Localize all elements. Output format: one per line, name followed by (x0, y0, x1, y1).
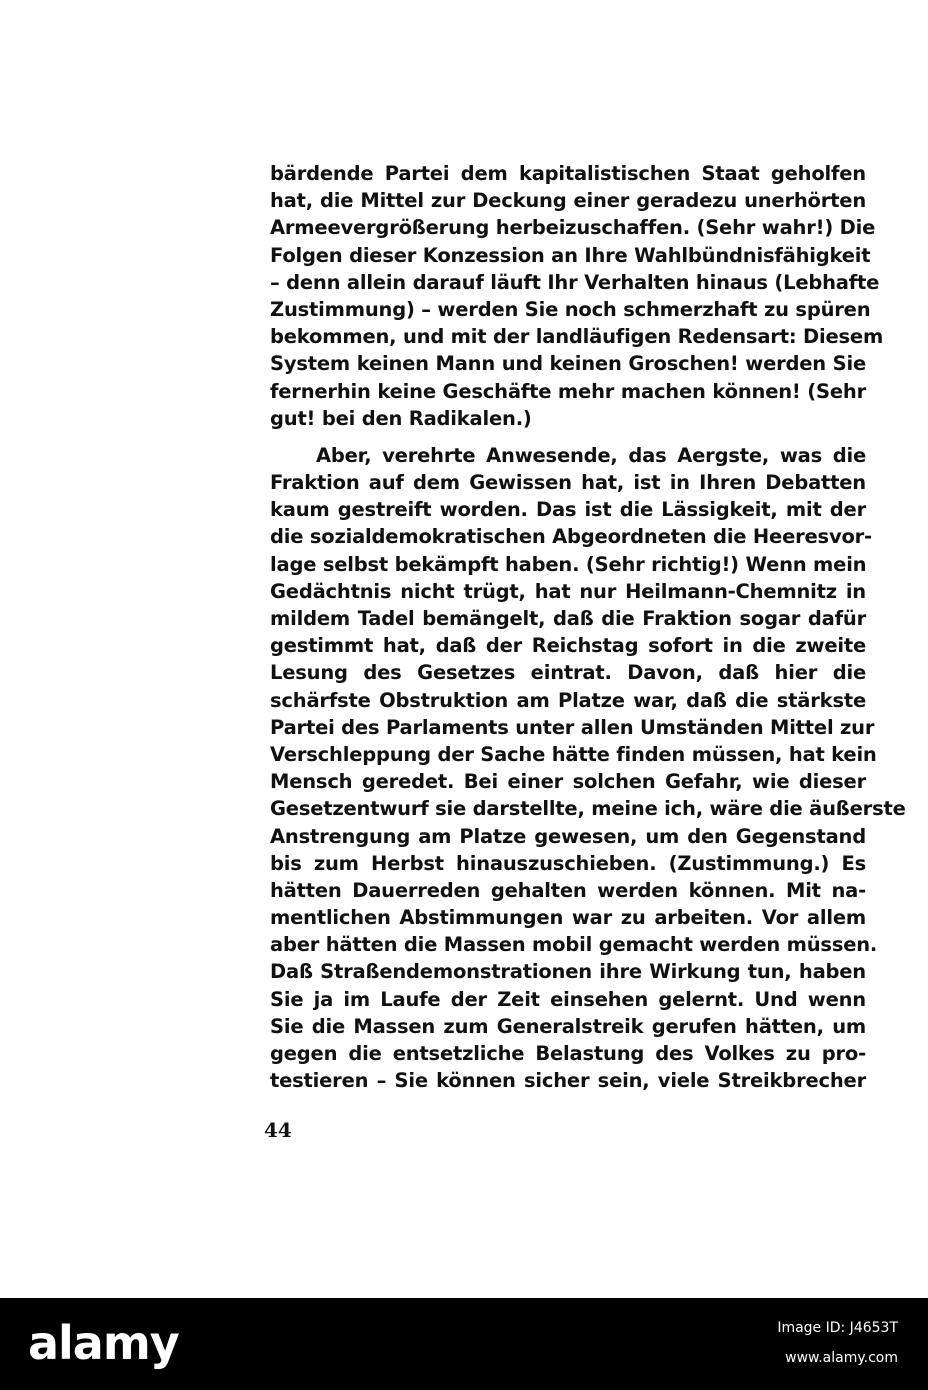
text-line: Lesung des Gesetzes eintrat. Davon, daß hier die (270, 661, 866, 685)
text-line: Verschleppung der Sache hätte finden müssen, hat kein (270, 742, 877, 766)
text-line: mildem Tadel bemängelt, daß die Fraktion sogar dafür (270, 607, 866, 630)
paragraph-gap (270, 432, 866, 442)
watermark-footer (0, 1298, 928, 1390)
text-line: mentlichen Abstimmungen war zu arbeiten. Vor allem (270, 906, 866, 930)
text-line: bis zum Herbst hinauszuschieben. (Zustimmung.) Es (270, 851, 866, 875)
text-line: gut! bei den Radikalen.) (270, 406, 532, 430)
body-text (270, 160, 906, 1094)
text-line: fernerhin keine Geschäfte mehr machen können! (Sehr (270, 379, 866, 403)
paragraph-1 (270, 160, 884, 432)
text-line: Sie die Massen zum Generalstreik gerufen hätten, um (270, 1014, 866, 1038)
text-line: testieren – Sie können sicher sein, viele Streikbrecher (270, 1069, 866, 1093)
text-line: bekommen, und mit der landläufigen Redensart: Diesem (270, 325, 884, 349)
paragraph-2 (270, 442, 906, 1095)
text-line: kaum gestreift worden. Das ist die Lässigkeit, mit der (270, 498, 866, 522)
text-line: Mensch geredet. Bei einer solchen Gefahr, wie dieser (270, 770, 866, 794)
text-line: System keinen Mann und keinen Groschen! werden Sie (270, 352, 866, 376)
text-line: – denn allein darauf läuft Ihr Verhalten hinaus (Lebhafte (270, 270, 880, 294)
text-line: Zustimmung) – werden Sie noch schmerzhaft zu spüren (270, 297, 871, 321)
text-line: bärdende Partei dem kapitalistischen Staat geholfen (270, 162, 866, 185)
text-line: gegen die entsetzliche Belastung des Volkes zu pro- (270, 1042, 866, 1065)
text-line: aber hätten die Massen mobil gemacht werden müssen. (270, 933, 878, 957)
text-line: Gesetzentwurf sie darstellte, meine ich, wäre die äußerste (270, 797, 906, 821)
text-line: Sie ja im Laufe der Zeit einsehen gelernt. Und wenn (270, 987, 866, 1011)
text-line: hätten Dauerreden gehalten werden können. Mit na- (270, 878, 866, 902)
site-url: www.alamy.com (785, 1350, 898, 1366)
text-line: lage selbst bekämpft haben. (Sehr richtig!) Wenn mein (270, 552, 867, 576)
text-line: gestimmt hat, daß der Reichstag sofort in die zweite (270, 634, 866, 658)
text-line: Armeevergrößerung herbeizuschaffen. (Sehr wahr!) Die (270, 216, 876, 240)
text-line: Fraktion auf dem Gewissen hat, ist in Ihren Debatten (270, 471, 866, 495)
text-line: schärfste Obstruktion am Platze war, daß die stärkste (270, 688, 866, 712)
text-line: Gedächtnis nicht trügt, hat nur Heilmann-Chemnitz in (270, 579, 866, 603)
text-line: Anstrengung am Platze gewesen, um den Gegenstand (270, 824, 866, 848)
text-line: Daß Straßendemonstrationen ihre Wirkung tun, haben (270, 960, 866, 984)
text-line: Partei des Parlaments unter allen Umständen Mittel zur (270, 715, 875, 739)
alamy-logo: alamy (28, 1316, 179, 1370)
text-line: Aber, verehrte Anwesende, das Aergste, was die (316, 443, 866, 467)
text-line: hat, die Mittel zur Deckung einer geradezu unerhörten (270, 189, 866, 213)
page-number: 44 (264, 1118, 292, 1142)
text-line: die sozialdemokratischen Abgeordneten die Heeresvor- (270, 525, 872, 549)
image-id-label: Image ID: J4653T (777, 1320, 898, 1336)
text-line: Folgen dieser Konzession an Ihre Wahlbündnisfähigkeit (270, 243, 871, 267)
